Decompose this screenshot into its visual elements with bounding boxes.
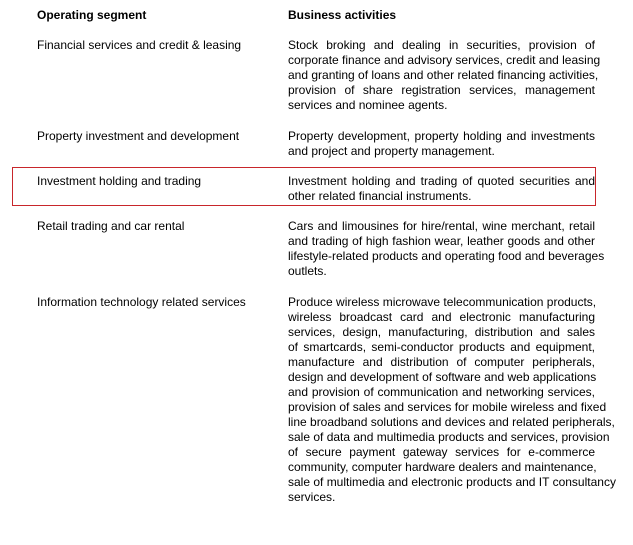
activity-line: Cars and limousines for hire/rental, wine merchant, retail xyxy=(288,219,595,233)
activity-line: Produce wireless microwave telecommunication products, xyxy=(288,295,597,309)
segment-name: Retail trading and car rental xyxy=(37,219,185,233)
business-activities-header: Business activities xyxy=(288,8,397,22)
activity-line: corporate finance and advisory services, credit and leasing xyxy=(288,53,601,67)
segment-activities xyxy=(288,295,616,505)
segment-name: Information technology related services xyxy=(37,295,246,309)
activity-line: and granting of loans and other related financing activities, xyxy=(288,68,599,82)
activity-line: and provision of communication and networking services, xyxy=(288,385,595,399)
activity-line: sale of multimedia and electronic products and IT consultancy xyxy=(288,475,616,489)
activity-line: provision of sales and services for mobile wireless and fixed xyxy=(288,400,607,414)
activity-line: design and development of software and web applications xyxy=(288,370,597,384)
activity-line: other related financial instruments. xyxy=(288,189,472,203)
segment-activities xyxy=(288,174,595,204)
segment-activities xyxy=(288,129,595,159)
activity-line: services and nominee agents. xyxy=(288,98,448,112)
activity-line: sale of data and multimedia products and services, provision xyxy=(288,430,610,444)
segment-name: Investment holding and trading xyxy=(37,174,202,188)
segment-activities xyxy=(288,38,601,113)
activity-line: Property development, property holding and investments xyxy=(288,129,595,143)
activity-line: provision of share registration services, management xyxy=(288,83,595,97)
activity-line: line broadband solutions and devices and related peripherals, xyxy=(288,415,615,429)
activity-line: and project and property management. xyxy=(288,144,495,158)
activity-line: of secure payment gateway services for e-commerce xyxy=(288,445,595,459)
activity-line: services, design, manufacturing, distribution and sales xyxy=(288,325,595,339)
operating-segment-header: Operating segment xyxy=(37,8,147,22)
activity-line: services. xyxy=(288,490,336,504)
activity-line: manufacture and distribution of computer peripherals, xyxy=(288,355,595,369)
activity-line: Investment holding and trading of quoted securities and xyxy=(288,174,595,188)
segment-name: Financial services and credit & leasing xyxy=(37,38,242,52)
activity-line: outlets. xyxy=(288,264,327,278)
segment-name: Property investment and development xyxy=(37,129,240,143)
activity-line: wireless broadcast card and electronic manufacturing xyxy=(288,310,595,324)
activity-line: lifestyle-related products and operating food and beverages xyxy=(288,249,605,263)
activity-line: of smartcards, semi-conductor products and equipment, xyxy=(288,340,595,354)
activity-line: and trading of high fashion wear, leather goods and other xyxy=(288,234,595,248)
activity-line: community, computer hardware dealers and maintenance, xyxy=(288,460,597,474)
activity-line: Stock broking and dealing in securities, provision of xyxy=(288,38,595,52)
segment-activities xyxy=(288,219,605,279)
